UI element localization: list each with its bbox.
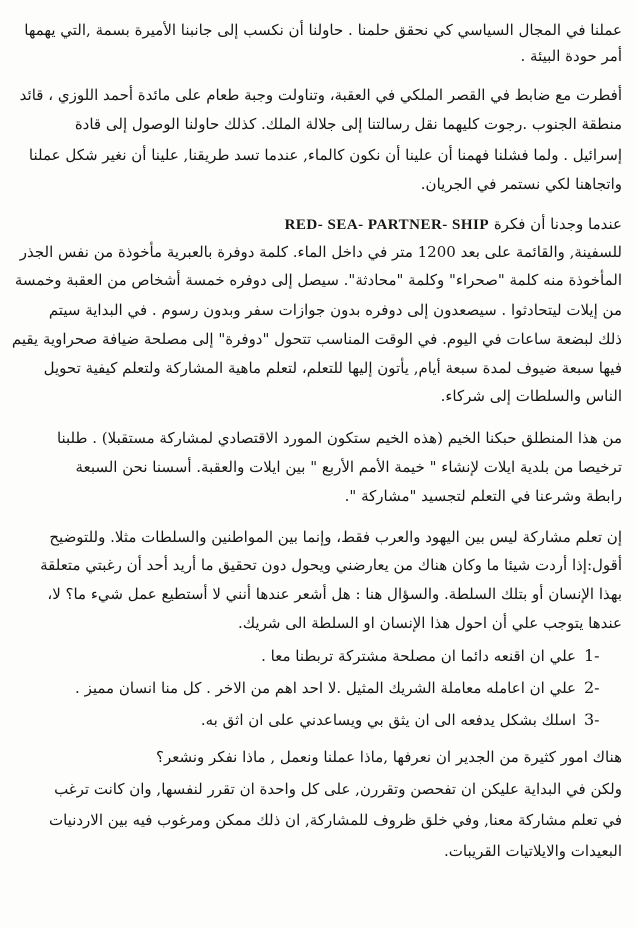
text-line: ولكن في البداية عليكن ان تفحصن وتقررن, على كل واحدة ان تقرر لنفسها, وان كانت ترغب [54,780,622,798]
text-line: عندما وجدنا أن فكرة [493,215,622,233]
text-line: الناس والسلطات إلى شركاء. [440,387,622,405]
text-line: في تعلم مشاركة معنا, وفي خلق ظروف للمشاركة, ان ذلك ممكن ومرغوب فيه بين الاردنيات [48,811,622,829]
text-line: ذلك لبضعة ساعات في اليوم. في الوقت المناسب تتحول "دوفرة" إلى مصلحة ضيافة صحراوية يقيم [11,330,622,348]
text-line: واتجاهنا لكي نستمر في الجريان. [420,175,622,193]
text-line: هناك امور كثيرة من الجدير ان نعرفها ,ماذا عملنا ونعمل , ماذا نفكر ونشعر؟ [155,748,622,766]
latin-phrase: RED- SEA- PARTNER- SHIP [284,217,490,233]
list-item: علي ان اعامله معاملة الشريك المثيل .لا احد اهم من الاخر . كل منا انسان مميز . [75,679,576,697]
text-line: رابطة وشرعنا في التعلم لتجسيد "مشاركة ". [344,487,622,505]
list-item: علي ان اقنعه دائما ان مصلحة مشتركة تربطنا معا . [261,647,576,665]
text-line: أمر حودة البيئة . [520,47,622,65]
list-number: 1- [584,646,600,665]
list-item: اسلك بشكل يدفعه الى ان يثق بي ويساعدني على ان اثق به. [200,711,576,729]
text-line: البعيدات والايلاتيات القريبات. [444,842,622,860]
text-line: المأخوذة منه كلمة "صحراء" وكلمة "محادثة". سيصل إلى دوفره خمسة أشخاص من العقبة وخمسة [14,271,622,289]
text-line: بهذا الإنسان أو بتلك السلطة. والسؤال هنا : هل أشعر عندها أنني لا أستطيع عمل شيء ما؟ لا، [47,585,622,603]
text-line: أفطرت مع ضابط في القصر الملكي في العقبة، وتناولت وجبة طعام على مائدة أحمد اللوزي ، قائد [19,86,622,104]
text-line: فيها سبعة ضيوف لمدة سبعة أيام, يأتون إليها للتعلم، لتعلم ماهية المشاركة ولتعلم كيفية تحويل [43,359,622,377]
text-line: ترخيصا من بلدية ايلات لإنشاء " خيمة الأمم الأربع " بين ايلات والعقبة. أسسنا نحن السبعة [75,458,622,476]
text-line: عندها يتوجب علي أن احول هذا الإنسان او السلطة الى شريك. [238,614,622,632]
text-line: من هذا المنطلق حبكنا الخيم (هذه الخيم ستكون المورد الاقتصادي لمشاركة مستقبلا) . طلبنا [56,429,622,447]
text-line: من إيلات ليتحادثوا . سيصعدون إلى دوفره بدون جوازات سفر وبدون رسوم . في البداية سيتم [48,301,622,319]
text-line-mixed [10,212,622,237]
text-line: للسفينة, والقائمة على بعد 1200 متر في داخل الماء. كلمة دوفرة بالعبرية مأخوذة من نفس الجذر [19,243,622,261]
text-line: إن تعلم مشاركة ليس بين اليهود والعرب فقط، وإنما بين المواطنين والسلطات مثلا. وللتوضيح [49,528,622,546]
list-number: 2- [584,678,600,697]
text-line: إسرائيل . ولما فشلنا فهمنا أن علينا أن نكون كالماء, عندما تسد طريقنا, علينا أن نغير شكل عملنا [28,146,622,164]
text-line: عملنا في المجال السياسي كي نحقق حلمنا . حاولنا أن نكسب إلى جانبنا الأميرة بسمة ,التي يهمها [24,21,622,39]
text-line: منطقة الجنوب .رجوت كليهما نقل رسالتنا إلى جلالة الملك. كذلك حاولنا الوصول إلى قادة [74,115,622,133]
list-number: 3- [584,710,600,729]
text-line: أقول:إذا أردت شيئا ما وكان هناك من يعارضني ويحول دون تحقيق ما أريد أحد أن رغبتي متعلقة [40,556,622,574]
